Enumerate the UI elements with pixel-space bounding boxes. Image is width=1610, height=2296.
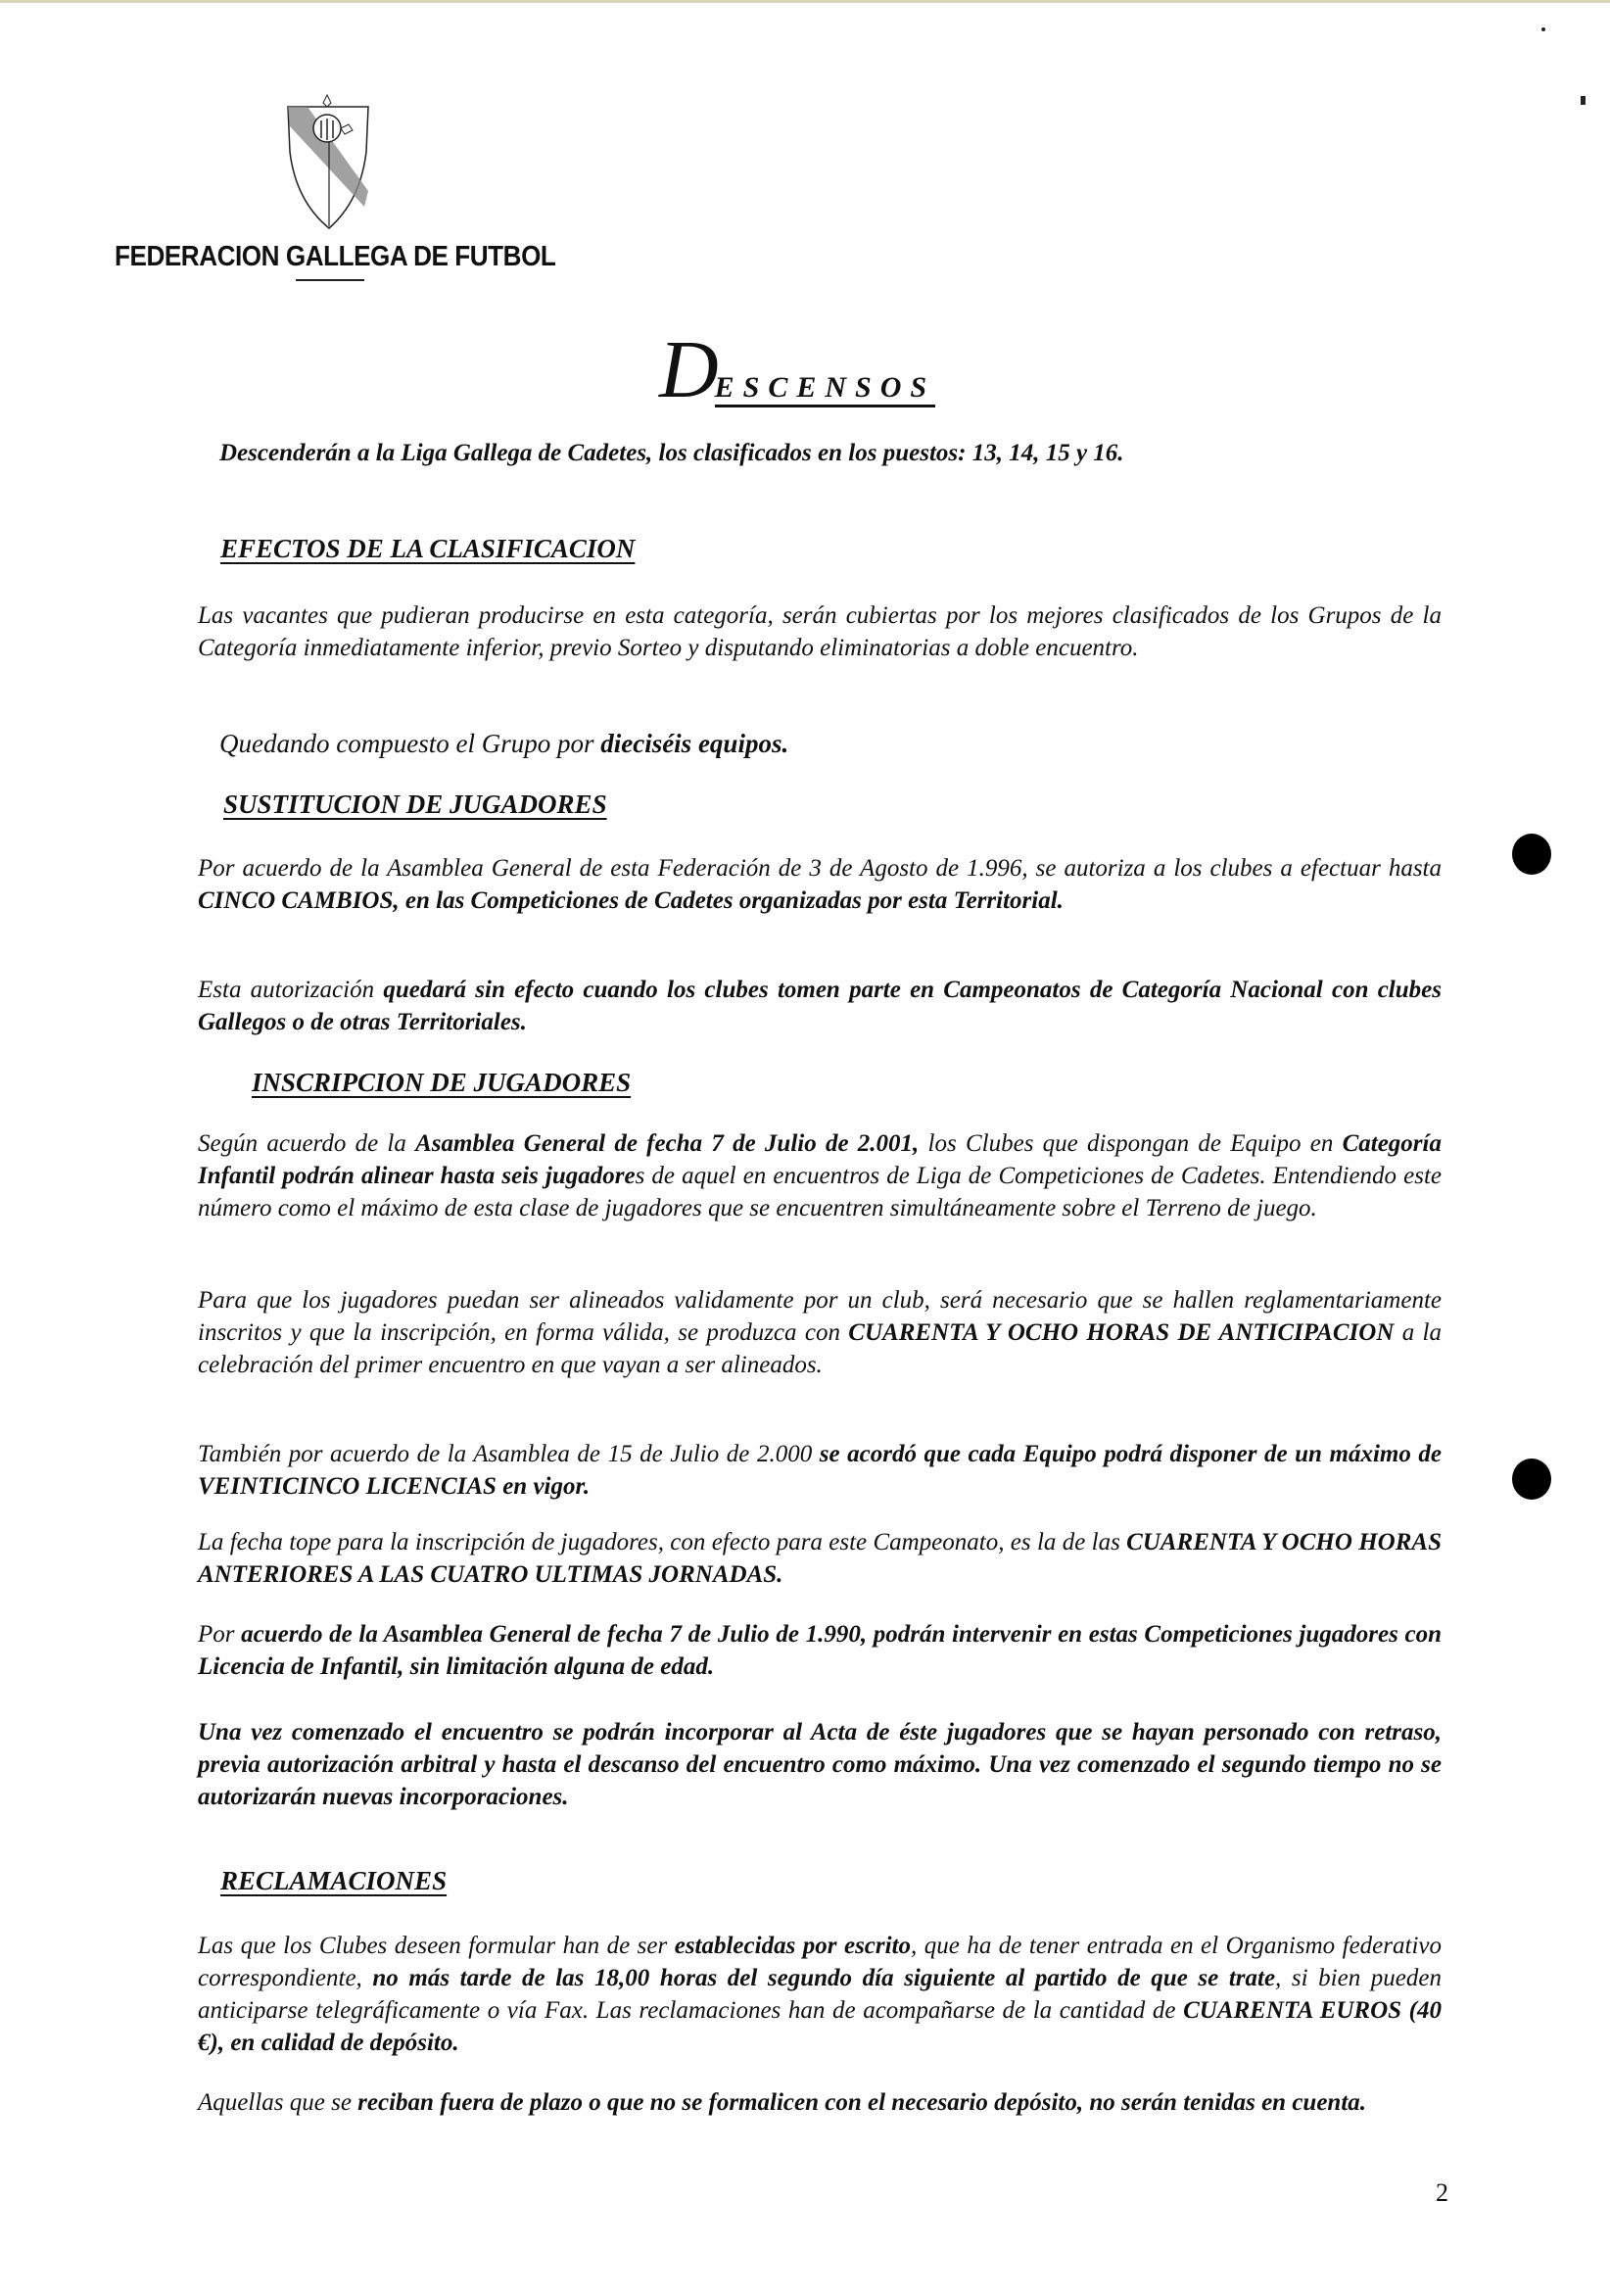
paragraph-las-que — [198, 1930, 1442, 2059]
scan-edge-line — [0, 0, 1610, 3]
bold-text: Asamblea General de fecha 7 de Julio de 2.001, — [415, 1130, 920, 1157]
paragraph-segun — [198, 1127, 1442, 1224]
punch-hole-mark — [1512, 834, 1551, 875]
heading-reclamaciones: RECLAMACIONES — [220, 1866, 448, 1895]
bold-text: establecidas por escrito — [674, 1933, 912, 1959]
organization-name: FEDERACION GALLEGA DE FUTBOL — [115, 241, 556, 272]
text: , que ha de tener entrada en el Organismo federativo correspondiente, — [198, 1933, 1442, 1991]
heading-inscripcion: INSCRIPCION DE JUGADORES — [252, 1068, 632, 1097]
bold-text: se acordó que cada Equipo podrá disponer de un máximo de VEINTICINCO LICENCIAS en vigor. — [198, 1441, 1442, 1500]
page-number: 2 — [1436, 2178, 1448, 2207]
page-title — [659, 324, 936, 415]
text: Las que los Clubes deseen formular han de ser — [198, 1933, 675, 1959]
bold-text: Descenderán a la Liga Gallega de Cadetes, los clasificados en los puestos: 13, 14, 15 y 16. — [219, 440, 1124, 466]
bold-text: CUARENTA Y OCHO HORAS DE ANTICIPACION — [848, 1319, 1395, 1346]
paragraph-vacantes — [198, 599, 1442, 664]
bold-text: CUARENTA EUROS (40 €), en calidad de depósito. — [198, 1997, 1442, 2056]
bold-text: CINCO CAMBIOS, en las Competiciones de Cadetes organizadas por esta Territorial. — [198, 887, 1064, 914]
bold-text: Una vez comenzado el encuentro se podrán incorporar al Acta de éste jugadores que se hayan personado con retraso, previa autorización arbitral y hasta el descanso del encuentro como máximo. Una vez comenzado el segundo tiempo no se autorizarán nuevas incorporaciones. — [198, 1719, 1442, 1810]
paragraph-fecha-tope — [198, 1526, 1442, 1591]
bold-text: quedará sin efecto cuando los clubes tomen parte en Campeonatos de Categoría Nacional con clubes Gallegos o de otras Territoriales. — [198, 977, 1442, 1035]
organization-underline — [296, 279, 364, 281]
paragraph-aquellas — [198, 2086, 1442, 2119]
paragraph-autorizacion — [198, 974, 1442, 1038]
heading-sustitucion: SUSTITUCION DE JUGADORES — [223, 789, 607, 819]
heading-efectos: EFECTOS DE LA CLASIFICACION — [220, 534, 636, 563]
text: los Clubes que dispongan de Equipo en — [919, 1130, 1343, 1157]
text: Según acuerdo de la — [198, 1130, 416, 1157]
bold-text: dieciséis equipos. — [600, 729, 789, 758]
paragraph-sustitucion — [198, 852, 1442, 917]
paragraph-para-que — [198, 1284, 1442, 1381]
text: También por acuerdo de la Asamblea de 15 de Julio de 2.000 — [198, 1441, 820, 1467]
bold-text: Categoría Infantil podrán alinear hasta seis jugadore — [198, 1130, 1442, 1189]
bold-text: acuerdo de la Asamblea General de fecha 7 de Julio de 1.990, podrán intervenir en estas Competiciones jugadores con Licencia de Infantil, sin limitación alguna de edad. — [198, 1621, 1442, 1680]
paragraph-una-vez — [198, 1716, 1442, 1813]
text: Por — [198, 1621, 242, 1648]
paragraph-quedando — [219, 728, 1463, 760]
text: La fecha tope para la inscripción de jugadores, con efecto para este Campeonato, es la de las — [198, 1529, 1127, 1555]
text: , si bien pueden anticiparse telegráficamente o vía Fax. Las reclamaciones han de acompañarse de la cantidad de — [198, 1965, 1442, 2024]
punch-hole-mark — [1512, 1459, 1551, 1500]
scan-speck — [1581, 96, 1586, 105]
scan-speck — [1541, 27, 1545, 31]
paragraph-tambien — [198, 1438, 1442, 1503]
text: Las vacantes que pudieran producirse en esta categoría, serán cubiertas por los mejores clasificados de los Grupos de la Categoría inmediatamente inferior, previo Sorteo y disputando eliminatorias a doble encuentro. — [198, 602, 1442, 661]
federation-shield-logo — [284, 93, 372, 230]
text: Por acuerdo de la Asamblea General de esta Federación de 3 de Agosto de 1.996, se autoriza a los clubes a efectuar hasta — [198, 855, 1442, 882]
bold-text: CUARENTA Y OCHO HORAS ANTERIORES A LAS CUATRO ULTIMAS JORNADAS. — [198, 1529, 1442, 1588]
text: Quedando compuesto el Grupo por — [219, 729, 601, 758]
paragraph-descensos — [219, 437, 1442, 469]
bold-text: reciban fuera de plazo o que no se formalicen con el necesario depósito, no serán tenidas en cuenta. — [357, 2089, 1367, 2116]
title-initial: D — [659, 324, 719, 415]
text: s de aquel en encuentros de Liga de Competiciones de Cadetes. Entendiendo este número como el máximo de esta clase de jugadores que se encuentren simultáneamente sobre el Terreno de juego. — [198, 1163, 1442, 1221]
text: Esta autorización — [198, 977, 384, 1003]
paragraph-por-acuerdo — [198, 1618, 1442, 1683]
bold-text: no más tarde de las 18,00 horas del segundo día siguiente al partido de que se trate — [372, 1965, 1276, 1991]
text: Para que los jugadores puedan ser alineados validamente por un club, será necesario que se hallen reglamentariamente inscritos y que la inscripción, en forma válida, se produzca con — [198, 1287, 1442, 1346]
title-rest: ESCENSOS — [715, 371, 935, 407]
text: a la celebración del primer encuentro en que vayan a ser alineados. — [198, 1319, 1443, 1378]
text: Aquellas que se — [198, 2089, 358, 2116]
